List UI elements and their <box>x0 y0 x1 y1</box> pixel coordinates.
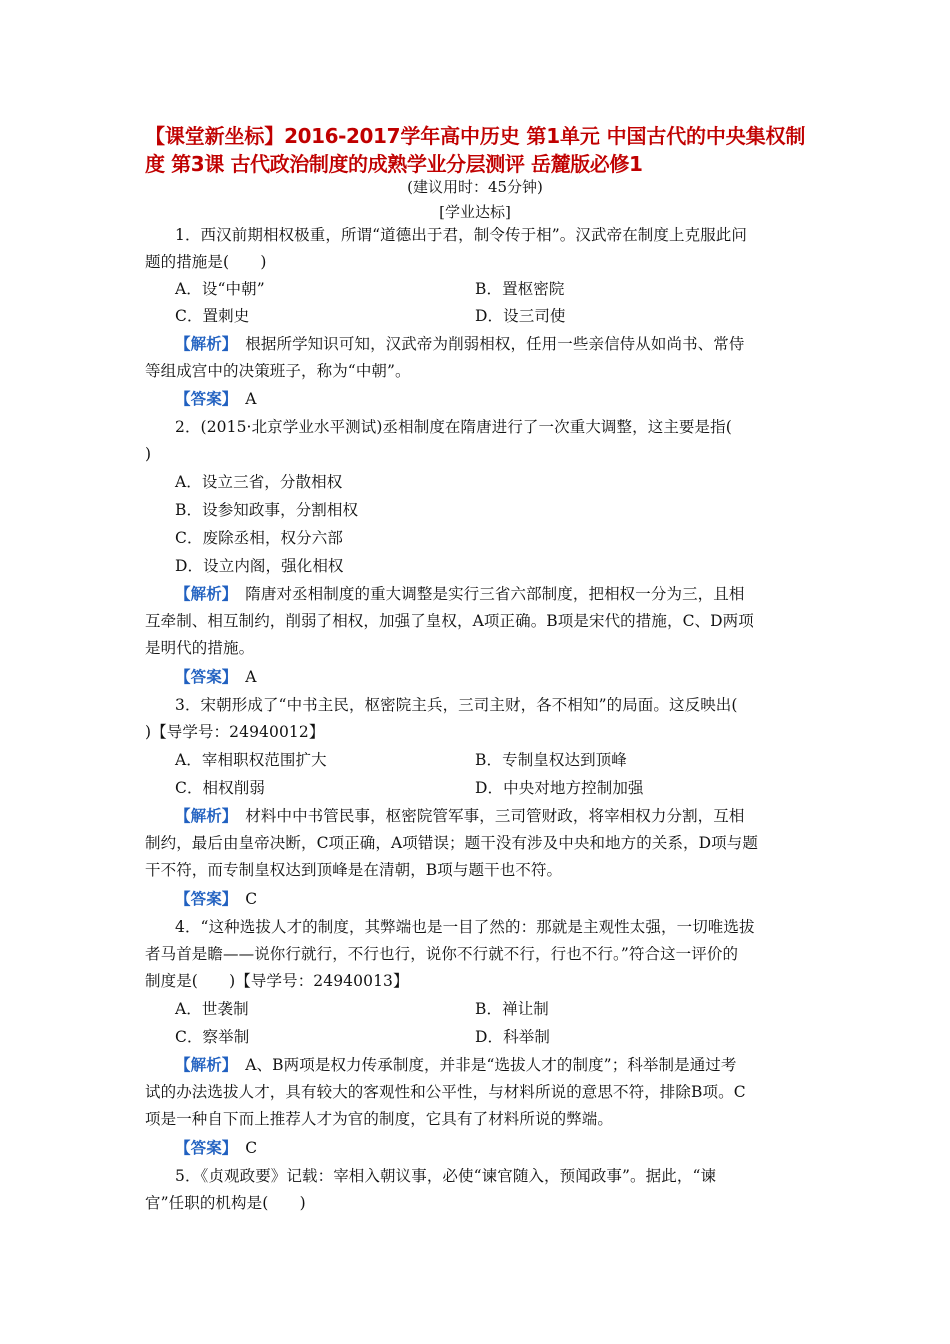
q3-option-b: B．专制皇权达到顶峰 <box>475 751 627 769</box>
q2-option-a: A．设立三省，分散相权 <box>175 473 343 491</box>
question-1-line-1: 1．西汉前期相权极重，所谓“道德出于君，制令传于相”。汉武帝在制度上克服此问 <box>175 226 748 244</box>
question-5-line-2: 官”任职的机构是( ) <box>145 1194 306 1212</box>
analysis-tag: 【解析】 <box>175 1055 230 1074</box>
q3-analysis-line-2: 制约，最后由皇帝决断，C项正确，A项错误；题干没有涉及中央和地方的关系，D项与题 <box>145 834 758 852</box>
q4-analysis-line-1: 【解析】 A、B两项是权力传承制度，并非是“选拔人才的制度”；科举制是通过考 <box>175 1055 737 1074</box>
q4-analysis-line-3: 项是一种自下而上推荐人才为官的制度，它具有了材料所说的弊端。 <box>145 1110 614 1128</box>
q4-analysis-line-2: 试的办法选拔人才，具有较大的客观性和公平性，与材料所说的意思不符，排除B项。C <box>145 1083 746 1101</box>
q3-option-c: C．相权削弱 <box>175 779 265 797</box>
answer-tag: 【答案】 <box>175 667 230 686</box>
answer-tag: 【答案】 <box>175 1138 230 1157</box>
q2-analysis-line-3: 是明代的措施。 <box>145 639 255 657</box>
q4-answer: 【答案】 C <box>175 1138 258 1157</box>
answer-tag: 【答案】 <box>175 389 230 408</box>
question-2-line-2: ) <box>145 445 152 463</box>
q2-answer: 【答案】 A <box>175 667 257 686</box>
q4-option-b: B．禅让制 <box>475 1000 549 1018</box>
q3-analysis-line-1: 【解析】 材料中中书管民事，枢密院管军事，三司管财政，将宰相权力分割，互相 <box>175 806 745 825</box>
section-heading: [学业达标] <box>439 203 511 221</box>
q2-option-c: C．废除丞相，权分六部 <box>175 529 343 547</box>
question-4-line-1: 4．“这种选拔人才的制度，其弊端也是一目了然的：那就是主观性太强，一切唯选拔 <box>175 918 755 936</box>
question-4-line-3: 制度是( )【导学号：24940013】 <box>145 972 409 990</box>
question-5-line-1: 5．《贞观政要》记载：宰相入朝议事，必使“谏官随入，预闻政事”。据此，“谏 <box>175 1167 717 1185</box>
q3-answer: 【答案】 C <box>175 889 258 908</box>
q3-option-d: D．中央对地方控制加强 <box>475 779 644 797</box>
analysis-tag: 【解析】 <box>175 584 230 603</box>
answer-tag: 【答案】 <box>175 889 230 908</box>
q2-analysis-line-1: 【解析】 隋唐对丞相制度的重大调整是实行三省六部制度，把相权一分为三，且相 <box>175 584 745 603</box>
question-3-line-1: 3．宋朝形成了“中书主民，枢密院主兵，三司主财，各不相知”的局面。这反映出( <box>175 696 738 714</box>
q4-option-c: C．察举制 <box>175 1028 250 1046</box>
q2-option-b: B．设参知政事，分割相权 <box>175 501 359 519</box>
q2-analysis-line-2: 互牵制、相互制约，削弱了相权，加强了皇权，A项正确。B项是宋代的措施，C、D两项 <box>145 612 754 630</box>
suggested-time: (建议用时：45分钟) <box>407 178 543 196</box>
question-3-line-2: )【导学号：24940012】 <box>145 723 325 741</box>
document-title: 【课堂新坐标】2016-2017学年高中历史 第1单元 中国古代的中央集权制度 第3课 古代政治制度的成熟学业分层测评 岳麓版必修1 <box>145 124 805 176</box>
q1-option-a: A．设“中朝” <box>175 280 265 298</box>
question-4-line-2: 者马首是瞻——说你行就行，不行也行，说你不行就不行，行也不行。”符合这一评价的 <box>145 945 739 963</box>
q4-option-a: A．世袭制 <box>175 1000 249 1018</box>
question-1-line-2: 题的措施是( ) <box>145 253 267 271</box>
q3-analysis-line-3: 干不符，而专制皇权达到顶峰是在清朝，B项与题干也不符。 <box>145 861 563 879</box>
q1-option-b: B．置枢密院 <box>475 280 565 298</box>
q2-option-d: D．设立内阁，强化相权 <box>175 557 344 575</box>
q1-analysis-line-2: 等组成宫中的决策班子，称为“中朝”。 <box>145 362 411 380</box>
analysis-tag: 【解析】 <box>175 334 230 353</box>
question-2-line-1: 2．(2015·北京学业水平测试)丞相制度在隋唐进行了一次重大调整，这主要是指( <box>175 418 732 436</box>
q1-analysis-line-1: 【解析】 根据所学知识可知，汉武帝为削弱相权，任用一些亲信侍从如尚书、常侍 <box>175 334 745 353</box>
q1-option-d: D．设三司使 <box>475 307 566 325</box>
q1-option-c: C．置刺史 <box>175 307 250 325</box>
q1-answer: 【答案】 A <box>175 389 257 408</box>
q3-option-a: A．宰相职权范围扩大 <box>175 751 327 769</box>
analysis-tag: 【解析】 <box>175 806 230 825</box>
q4-option-d: D．科举制 <box>475 1028 550 1046</box>
